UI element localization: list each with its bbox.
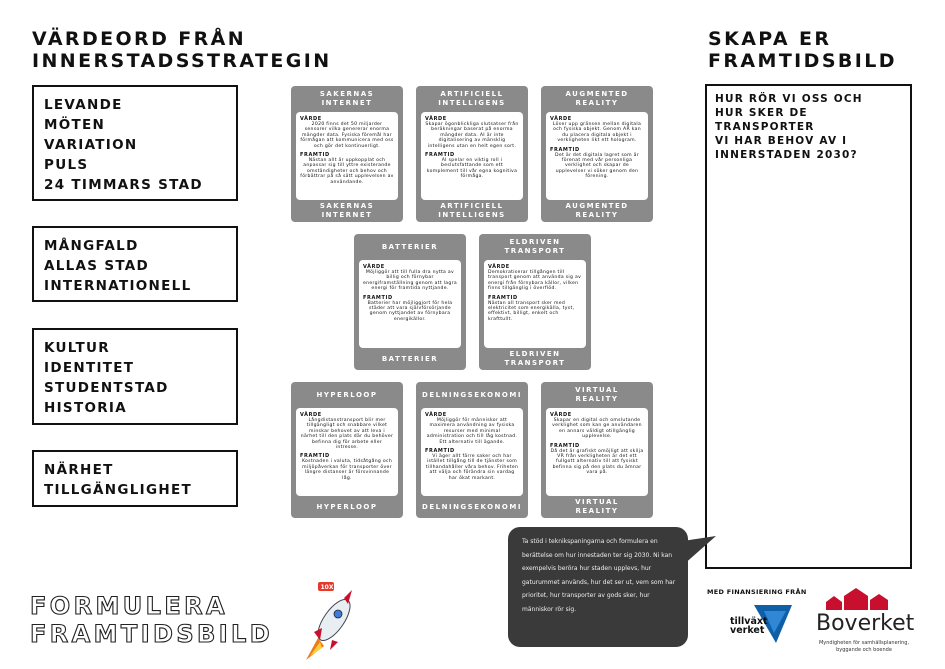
card-hyperloop — [291, 382, 403, 518]
card-body — [296, 408, 398, 496]
value-box-1 — [32, 85, 238, 201]
card-body — [484, 260, 586, 348]
card-value-label: VÄRDE — [425, 412, 447, 418]
card-title: DELNINGSEKONOMI — [422, 390, 522, 399]
value-word: PULS — [44, 157, 89, 173]
boverket-logo — [812, 588, 915, 668]
card-value-text: Skapar ögonblickliga slutsatser från beräkningar baserat på enorma mängder data. AI är inte digitalisering av mänsklig intelligens utan en helt egen sort. — [425, 122, 519, 149]
card-future-text: Då det är grafiskt omöjligt att skilja VR från verkligheten är det ett fullgott alternativ till att fysiskt befinna sig på den plats du ämnar vara på. — [550, 448, 644, 476]
card-title: AUGMENTED REALITY — [565, 90, 629, 107]
tillvaxtverket-logo — [730, 603, 800, 649]
card-value-label: VÄRDE — [488, 264, 510, 270]
card-value-label: VÄRDE — [363, 264, 385, 270]
card-body — [546, 112, 648, 200]
card-value-label: VÄRDE — [300, 116, 322, 122]
value-word: IDENTITET — [44, 360, 135, 376]
card-batterier — [354, 234, 466, 370]
card-augmented-reality — [541, 86, 653, 222]
card-body — [359, 260, 461, 348]
card-value-text: Demokratiserar tillgången till transport genom att använda sig av energi från förnybara källor, vilken finns tillgänglig i överflöd. — [488, 270, 582, 292]
card-body — [546, 408, 648, 496]
value-word: 24 TIMMARS STAD — [44, 177, 203, 193]
card-title: SAKERNAS INTERNET — [319, 90, 375, 107]
card-value-text: 2020 finns det 50 miljarder sensorer vilka genererar enorma mängder data. Fysiska föremål har förmågan att kommunicera med oss och gör det kontinuerligt. — [300, 122, 394, 149]
boverket-name: Boverket — [816, 611, 915, 636]
funding-label: MED FINANSIERING FRÅN — [707, 588, 807, 596]
card-footer-title: HYPERLOOP — [316, 502, 378, 511]
card-body — [421, 408, 523, 496]
value-word: ALLAS STAD — [44, 258, 150, 274]
card-future-label: FRAMTID — [550, 442, 580, 449]
card-value-label: VÄRDE — [425, 116, 447, 122]
bubble-text: Ta stöd i teknikspaningarna och formulera en berättelse om hur innestaden ter sig 2030. Ni kan exempelvis beröra hur staden upplevs, hur gaturummet används, hur det ser ut, vem som har prioritet, hur transporter av gods sker, hur människor rör sig. — [522, 538, 676, 613]
card-virtual-reality — [541, 382, 653, 518]
tillvaxtverket-name: tillväxt verket — [730, 616, 768, 636]
card-body — [296, 112, 398, 200]
value-word: KULTUR — [44, 340, 110, 356]
card-footer-title: BATTERIER — [381, 354, 439, 363]
card-future-text: AI spelar en viktig roll i beslutsfattande som ett komplement till vår egna kognitiva förmåga. — [426, 158, 518, 180]
rocket-icon — [300, 580, 362, 662]
value-word: HISTORIA — [44, 400, 127, 416]
footer-title: FORMULERA FRAMTIDSBILD — [30, 592, 274, 648]
card-future-text: Batterier har möjliggjort för hela städer att vara självförsörjande genom nyttjandet av förnybara energikällor. — [367, 300, 453, 322]
question-text: HUR RÖR VI OSS OCH HUR SKER DE TRANSPORTER VI HAR BEHOV AV I INNERSTADEN 2030? — [715, 93, 863, 161]
card-title: BATTERIER — [381, 242, 439, 251]
value-box-3 — [32, 328, 238, 425]
rocket-badge: 10X — [320, 584, 334, 591]
card-sakernas-internet — [291, 86, 403, 222]
card-title: VIRTUAL REALITY — [575, 386, 619, 403]
card-future-label: FRAMTID — [425, 448, 455, 455]
card-future-text: Nästan all transport sker med elektricitet som energikälla, tyst, effektivt, billigt, enkelt och krafttullt. — [488, 300, 575, 322]
value-word: MÖTEN — [44, 117, 106, 133]
card-footer-title: AUGMENTED REALITY — [565, 202, 629, 219]
card-future-label: FRAMTID — [300, 453, 330, 460]
card-value-text: Möjliggör för människor att maximera användning av fysiska resurser med minimal administration och till låg kostnad. Ett alternativ till ägande. — [426, 418, 518, 445]
card-future-label: FRAMTID — [300, 152, 330, 159]
value-word: STUDENTSTAD — [44, 380, 169, 396]
card-footer-title: VIRTUAL REALITY — [575, 498, 619, 515]
card-value-text: Skapar en digital och omslutande verklighet som kan ge användaren en annars väldigt otillgänglig upplevelse. — [552, 418, 642, 440]
card-footer-title: ELDRIVEN TRANSPORT — [504, 350, 566, 367]
value-word: LEVANDE — [44, 97, 123, 113]
card-delningsekonomi — [416, 382, 528, 518]
card-value-text: Långdistanstransport blir mer tillgängligt och snabbare vilket minskar behovet av att leva i närhet till den plats där du behöver befinna dig för arbete eller intresse. — [300, 418, 394, 451]
boverket-houses-icon — [826, 588, 888, 610]
instruction-bubble — [508, 527, 688, 647]
card-future-label: FRAMTID — [425, 152, 455, 159]
value-box-4 — [32, 450, 238, 507]
card-artificiell-intelligens — [416, 86, 528, 222]
card-eldriven-transport — [479, 234, 591, 370]
value-box-2 — [32, 226, 238, 302]
card-title: ARTIFICIELL INTELLIGENS — [438, 90, 506, 107]
card-footer-title: DELNINGSEKONOMI — [422, 502, 522, 511]
card-future-text: Det är det digitala lagret som är förenat med vår personliga verklighet och skapar de upplevelser vi söker genom den förening. — [555, 152, 639, 180]
card-value-label: VÄRDE — [550, 412, 572, 418]
card-future-label: FRAMTID — [363, 294, 393, 301]
right-heading: SKAPA ER FRAMTIDSBILD — [708, 28, 897, 72]
value-word: TILLGÄNGLIGHET — [44, 482, 192, 498]
value-word: NÄRHET — [44, 462, 114, 478]
answer-box[interactable] — [705, 84, 912, 569]
card-title: HYPERLOOP — [316, 390, 378, 399]
card-future-text: Vi äger allt färre saker och har istället tillgång till de tjänster som tillhandahåller våra behov. Friheten att välja och förändra sin vardag har ökat markant. — [425, 454, 519, 481]
card-footer-title: ARTIFICIELL INTELLIGENS — [438, 202, 506, 219]
left-heading: VÄRDEORD FRÅN INNERSTADSSTRATEGIN — [32, 28, 332, 72]
card-future-label: FRAMTID — [488, 294, 518, 301]
value-word: INTERNATIONELL — [44, 278, 192, 294]
card-title: ELDRIVEN TRANSPORT — [504, 238, 566, 255]
value-word: MÅNGFALD — [44, 238, 139, 254]
card-future-text: Kostnaden i valuta, tidsåtgång och miljöpåverkan för transporter över längre distanser är försvinnande låg. — [301, 459, 393, 481]
card-footer-title: SAKERNAS INTERNET — [319, 202, 375, 219]
card-value-text: Löser upp gränsen mellan digitala och fysiska objekt. Genom AR kan du placera digitala objekt i verkligheten likt ett hologram. — [552, 122, 642, 144]
card-future-label: FRAMTID — [550, 146, 580, 153]
card-body — [421, 112, 523, 200]
value-word: VARIATION — [44, 137, 138, 153]
card-value-label: VÄRDE — [550, 116, 572, 122]
card-future-text: Nästan allt är uppkopplat och anpassar sig till yttre existerande omständigheter och behov och förbättrar på så sätt upplevelsen av användande. — [300, 158, 394, 185]
card-value-text: Möjliggör att till fulla dra nytta av billig och förnybar energiframställning genom att lagra energi för framtida nyttjande. — [363, 270, 457, 292]
boverket-subtitle: Myndigheten för samhällsplanering, byggande och boende — [818, 640, 910, 653]
card-value-label: VÄRDE — [300, 412, 322, 418]
